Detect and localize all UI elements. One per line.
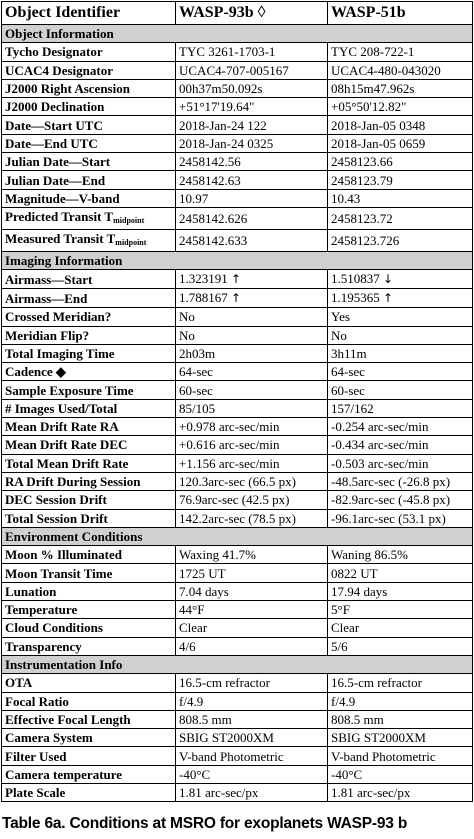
section-title: Instrumentation Info bbox=[2, 655, 473, 673]
wasp-93b-value: 120.3arc-sec (66.5 px) bbox=[176, 472, 328, 490]
row-label: Lunation bbox=[2, 582, 176, 600]
row-label: Focal Ratio bbox=[2, 692, 176, 710]
wasp-93b-value: 10.97 bbox=[176, 189, 328, 207]
row-label: Mean Drift Rate RA bbox=[2, 418, 176, 436]
table-row bbox=[2, 710, 473, 728]
wasp-51b-value: 0822 UT bbox=[328, 564, 473, 582]
table-row bbox=[2, 729, 473, 747]
wasp-93b-value: No bbox=[176, 308, 328, 326]
row-label bbox=[2, 207, 176, 229]
table-row bbox=[2, 171, 473, 189]
row-label: Cadence ◆ bbox=[2, 363, 176, 381]
section-environment-conditions bbox=[2, 527, 473, 545]
wasp-93b-value: 85/105 bbox=[176, 399, 328, 417]
wasp-51b-value: TYC 208-722-1 bbox=[328, 43, 473, 61]
table-row bbox=[2, 765, 473, 783]
trend-arrow-icon: ↑ bbox=[231, 291, 242, 306]
trend-arrow-icon: ↓ bbox=[383, 272, 394, 287]
table-row bbox=[2, 601, 473, 619]
table-row bbox=[2, 189, 473, 207]
wasp-93b-value: No bbox=[176, 326, 328, 344]
table-row bbox=[2, 619, 473, 637]
table-row bbox=[2, 692, 473, 710]
table-caption: Table 6a. Conditions at MSRO for exoplanets WASP-93 b bbox=[2, 815, 408, 832]
table-row bbox=[2, 98, 473, 116]
section-imaging-information bbox=[2, 251, 473, 269]
wasp-93b-value: Clear bbox=[176, 619, 328, 637]
table-row bbox=[2, 509, 473, 527]
row-label: UCAC4 Designator bbox=[2, 61, 176, 79]
wasp-51b-value: 08h15m47.962s bbox=[328, 79, 473, 97]
row-label: Julian Date—Start bbox=[2, 153, 176, 171]
wasp-51b-value: V-band Photometric bbox=[328, 747, 473, 765]
table-row bbox=[2, 79, 473, 97]
airmass-value: 1.195365 bbox=[331, 290, 380, 306]
row-label: Meridian Flip? bbox=[2, 326, 176, 344]
wasp-51b-value: -0.254 arc-sec/min bbox=[328, 418, 473, 436]
wasp-51b-value: 2018-Jan-05 0348 bbox=[328, 116, 473, 134]
table-row bbox=[2, 153, 473, 171]
row-label: DEC Session Drift bbox=[2, 491, 176, 509]
wasp-51b-value: 2018-Jan-05 0659 bbox=[328, 134, 473, 152]
row-label: Magnitude—V-band bbox=[2, 189, 176, 207]
wasp-93b-value bbox=[176, 270, 328, 289]
table-row bbox=[2, 564, 473, 582]
row-label: J2000 Right Ascension bbox=[2, 79, 176, 97]
table-row bbox=[2, 418, 473, 436]
wasp-51b-value: +05°50'12.82" bbox=[328, 98, 473, 116]
row-label: Date—Start UTC bbox=[2, 116, 176, 134]
wasp-51b-value: 2458123.726 bbox=[328, 229, 473, 251]
wasp-93b-value: Waxing 41.7% bbox=[176, 546, 328, 564]
row-label: Filter Used bbox=[2, 747, 176, 765]
wasp-51b-value: 157/162 bbox=[328, 399, 473, 417]
row-label: Temperature bbox=[2, 601, 176, 619]
header-wasp-93b: WASP-93b ◊ bbox=[176, 2, 328, 25]
table-row bbox=[2, 134, 473, 152]
airmass-value: 1.510837 bbox=[331, 271, 380, 287]
transit-label: Measured Transit T bbox=[5, 230, 116, 246]
table-row bbox=[2, 363, 473, 381]
wasp-93b-value: UCAC4-707-005167 bbox=[176, 61, 328, 79]
airmass-value: 1.323191 bbox=[179, 271, 228, 287]
table-row bbox=[2, 783, 473, 801]
row-label: Moon Transit Time bbox=[2, 564, 176, 582]
row-label: OTA bbox=[2, 674, 176, 692]
wasp-93b-value: 142.2arc-sec (78.5 px) bbox=[176, 509, 328, 527]
table-row bbox=[2, 454, 473, 472]
wasp-93b-value: V-band Photometric bbox=[176, 747, 328, 765]
wasp-51b-value: 5/6 bbox=[328, 637, 473, 655]
wasp-51b-value: 1.81 arc-sec/px bbox=[328, 783, 473, 801]
table-row bbox=[2, 747, 473, 765]
wasp-51b-value: -0.434 arc-sec/min bbox=[328, 436, 473, 454]
wasp-51b-value: Clear bbox=[328, 619, 473, 637]
row-label: Date—End UTC bbox=[2, 134, 176, 152]
row-label: Crossed Meridian? bbox=[2, 308, 176, 326]
wasp-51b-value: UCAC4-480-043020 bbox=[328, 61, 473, 79]
wasp-51b-value: 3h11m bbox=[328, 344, 473, 362]
table-row bbox=[2, 61, 473, 79]
row-label: Effective Focal Length bbox=[2, 710, 176, 728]
wasp-93b-value: 1725 UT bbox=[176, 564, 328, 582]
section-object-information bbox=[2, 25, 473, 43]
row-label: Julian Date—End bbox=[2, 171, 176, 189]
wasp-93b-value: 4/6 bbox=[176, 637, 328, 655]
wasp-51b-value: -0.503 arc-sec/min bbox=[328, 454, 473, 472]
transit-subscript: midpoint bbox=[113, 215, 145, 225]
wasp-93b-value: 00h37m50.092s bbox=[176, 79, 328, 97]
table-row bbox=[2, 43, 473, 61]
table-row bbox=[2, 207, 473, 229]
wasp-51b-value: -82.9arc-sec (-45.8 px) bbox=[328, 491, 473, 509]
airmass-value: 1.788167 bbox=[179, 290, 228, 306]
table-row bbox=[2, 229, 473, 251]
wasp-51b-value bbox=[328, 289, 473, 308]
section-title: Environment Conditions bbox=[2, 527, 473, 545]
wasp-51b-value: -40°C bbox=[328, 765, 473, 783]
wasp-93b-value: f/4.9 bbox=[176, 692, 328, 710]
table-row bbox=[2, 326, 473, 344]
wasp-51b-value: Yes bbox=[328, 308, 473, 326]
table-row bbox=[2, 399, 473, 417]
row-label: Total Imaging Time bbox=[2, 344, 176, 362]
table-row bbox=[2, 472, 473, 490]
row-label: Sample Exposure Time bbox=[2, 381, 176, 399]
row-label: Total Session Drift bbox=[2, 509, 176, 527]
row-label: Moon % Illuminated bbox=[2, 546, 176, 564]
wasp-93b-value: +51°17'19.64" bbox=[176, 98, 328, 116]
table-row bbox=[2, 308, 473, 326]
wasp-51b-value: 60-sec bbox=[328, 381, 473, 399]
wasp-93b-value: SBIG ST2000XM bbox=[176, 729, 328, 747]
table-row bbox=[2, 381, 473, 399]
row-label: Camera temperature bbox=[2, 765, 176, 783]
wasp-93b-value: 1.81 arc-sec/px bbox=[176, 783, 328, 801]
row-label bbox=[2, 229, 176, 251]
wasp-93b-value: 44°F bbox=[176, 601, 328, 619]
wasp-51b-value: 10.43 bbox=[328, 189, 473, 207]
wasp-93b-value: 2h03m bbox=[176, 344, 328, 362]
table-row bbox=[2, 674, 473, 692]
trend-arrow-icon: ↑ bbox=[231, 272, 242, 287]
header-object-identifier: Object Identifier bbox=[2, 2, 176, 25]
wasp-51b-value: 16.5-cm refractor bbox=[328, 674, 473, 692]
wasp-51b-value: 5°F bbox=[328, 601, 473, 619]
section-title: Imaging Information bbox=[2, 251, 473, 269]
row-label: Camera System bbox=[2, 729, 176, 747]
table-row bbox=[2, 491, 473, 509]
wasp-93b-value: 2458142.633 bbox=[176, 229, 328, 251]
row-label: Total Mean Drift Rate bbox=[2, 454, 176, 472]
wasp-93b-value: +0.978 arc-sec/min bbox=[176, 418, 328, 436]
wasp-93b-value: 2018-Jan-24 0325 bbox=[176, 134, 328, 152]
wasp-51b-value: 2458123.79 bbox=[328, 171, 473, 189]
wasp-51b-value: 808.5 mm bbox=[328, 710, 473, 728]
wasp-93b-value: +1.156 arc-sec/min bbox=[176, 454, 328, 472]
wasp-51b-value: f/4.9 bbox=[328, 692, 473, 710]
row-label: RA Drift During Session bbox=[2, 472, 176, 490]
wasp-93b-value: 64-sec bbox=[176, 363, 328, 381]
wasp-51b-value: 2458123.72 bbox=[328, 207, 473, 229]
table-row bbox=[2, 546, 473, 564]
row-label: Airmass—Start bbox=[2, 270, 176, 289]
wasp-51b-value bbox=[328, 270, 473, 289]
wasp-93b-value: TYC 3261-1703-1 bbox=[176, 43, 328, 61]
wasp-93b-value: 2458142.63 bbox=[176, 171, 328, 189]
table-header-row bbox=[2, 2, 473, 25]
wasp-93b-value: -40°C bbox=[176, 765, 328, 783]
table-row bbox=[2, 270, 473, 289]
conditions-table bbox=[1, 1, 473, 802]
wasp-93b-value: 2018-Jan-24 122 bbox=[176, 116, 328, 134]
wasp-93b-value: 76.9arc-sec (42.5 px) bbox=[176, 491, 328, 509]
table-row bbox=[2, 289, 473, 308]
wasp-51b-value: -96.1arc-sec (53.1 px) bbox=[328, 509, 473, 527]
table-row bbox=[2, 637, 473, 655]
wasp-51b-value: Waning 86.5% bbox=[328, 546, 473, 564]
table-row bbox=[2, 344, 473, 362]
wasp-51b-value: 64-sec bbox=[328, 363, 473, 381]
wasp-93b-value: 60-sec bbox=[176, 381, 328, 399]
table-row bbox=[2, 436, 473, 454]
transit-subscript: midpoint bbox=[115, 237, 147, 247]
row-label: Cloud Conditions bbox=[2, 619, 176, 637]
wasp-51b-value: 17.94 days bbox=[328, 582, 473, 600]
wasp-51b-value: SBIG ST2000XM bbox=[328, 729, 473, 747]
row-label: # Images Used/Total bbox=[2, 399, 176, 417]
wasp-93b-value: +0.616 arc-sec/min bbox=[176, 436, 328, 454]
row-label: Mean Drift Rate DEC bbox=[2, 436, 176, 454]
wasp-51b-value: 2458123.66 bbox=[328, 153, 473, 171]
table-row bbox=[2, 116, 473, 134]
section-title: Object Information bbox=[2, 25, 473, 43]
transit-label: Predicted Transit T bbox=[5, 208, 114, 224]
wasp-93b-value bbox=[176, 289, 328, 308]
wasp-93b-value: 16.5-cm refractor bbox=[176, 674, 328, 692]
wasp-51b-value: -48.5arc-sec (-26.8 px) bbox=[328, 472, 473, 490]
header-wasp-51b: WASP-51b bbox=[328, 2, 473, 25]
wasp-93b-value: 7.04 days bbox=[176, 582, 328, 600]
row-label: J2000 Declination bbox=[2, 98, 176, 116]
row-label: Tycho Designator bbox=[2, 43, 176, 61]
row-label: Plate Scale bbox=[2, 783, 176, 801]
trend-arrow-icon: ↑ bbox=[383, 291, 394, 306]
wasp-93b-value: 2458142.56 bbox=[176, 153, 328, 171]
wasp-51b-value: No bbox=[328, 326, 473, 344]
row-label: Transparency bbox=[2, 637, 176, 655]
table-row bbox=[2, 582, 473, 600]
wasp-93b-value: 808.5 mm bbox=[176, 710, 328, 728]
table-body bbox=[2, 25, 473, 802]
wasp-93b-value: 2458142.626 bbox=[176, 207, 328, 229]
section-instrumentation-info bbox=[2, 655, 473, 673]
row-label: Airmass—End bbox=[2, 289, 176, 308]
